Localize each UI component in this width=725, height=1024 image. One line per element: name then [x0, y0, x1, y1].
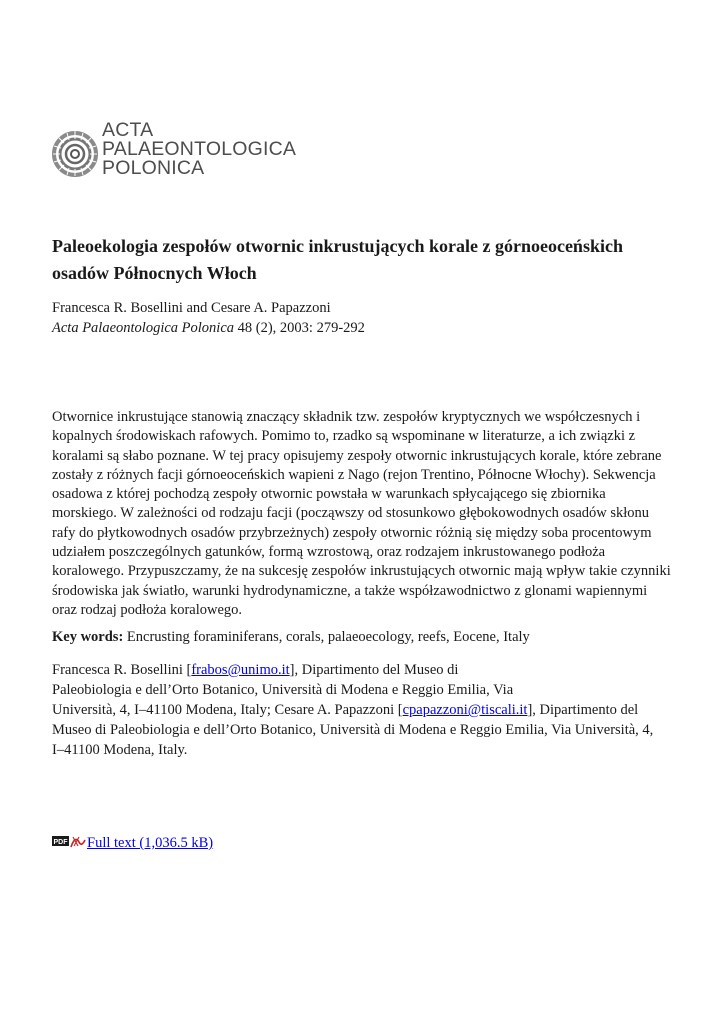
affiliation-line-1	[52, 660, 692, 680]
logo-line-acta: ACTA	[102, 119, 154, 141]
journal-volume-pages: 48 (2), 2003: 279-292	[234, 320, 365, 336]
logo-line-palaeontologica: PALAEONTOLOGICA	[102, 138, 297, 160]
full-text-download	[52, 833, 213, 853]
affiliation-text: ], Dipartimento del Museo di	[289, 662, 459, 678]
affiliation-text: ], Dipartimento del	[527, 702, 639, 718]
ammonite-logo-icon	[50, 127, 100, 177]
keywords	[52, 627, 674, 647]
article-authors: Francesca R. Bosellini and Cesare A. Papazzoni	[52, 300, 331, 316]
article-citation	[52, 318, 672, 338]
logo-line-polonica: POLONICA	[102, 157, 205, 179]
article-title: Paleoekologia zespołów otwornic inkrustujących korale z górnoeoceńskich osadów Północnych Włoch	[52, 236, 623, 283]
author-affiliations	[52, 660, 692, 760]
email-link-bosellini[interactable]: frabos@unimo.it	[191, 662, 290, 678]
email-link-papazzoni[interactable]: cpapazzoni@tiscali.it	[402, 702, 528, 718]
affiliation-line-4: Museo di Paleobiologia e dell’Orto Botanico, Università di Modena e Reggio Emilia, Via Università, 4,	[52, 722, 654, 738]
affiliation-line-3	[52, 700, 692, 720]
keywords-list: Encrusting foraminiferans, corals, palaeoecology, reefs, Eocene, Italy	[123, 629, 530, 645]
pdf-icon[interactable]	[52, 834, 86, 850]
full-text-link[interactable]: Full text (1,036.5 kB)	[87, 835, 214, 851]
journal-name: Acta Palaeontologica Polonica	[52, 320, 235, 336]
journal-logo	[50, 119, 297, 185]
journal-logo-text	[102, 121, 296, 178]
affiliation-text: Università, 4, I–41100 Modena, Italy; Cesare A. Papazzoni [	[52, 702, 403, 718]
affiliation-text: Francesca R. Bosellini [	[52, 662, 192, 678]
pdf-icon-label: PDF	[53, 839, 68, 846]
affiliation-line-5: I–41100 Modena, Italy.	[52, 742, 188, 758]
keywords-label: Key words:	[52, 629, 124, 645]
article-abstract: Otwornice inkrustujące stanowią znaczący składnik tzw. zespołów kryptycznych we współczesnych i kopalnych środowiskach rafowych. Pomimo to, rzadko są wspominane w literaturze, a ich związki z koralami są słabo poznane. W tej pracy opisujemy zespoły otwornic inkrustujących korale, które zebrane zostały z różnych facji górnoeoceńskich wapieni z Nago (rejon Trentino, Północne Włochy). Sekwencja osadowa z której pochodzą zespoły otwornic powstała w warunkach spłycającego się zbiornika morskiego. W zależności od rodzaju facji (począwszy od stosunkowo głębokowodnych osadów skłonu rafy do płytkowodnych osadów przybrzeżnych) zespoły otwornic różnią się między soba procentowym udziałem poszczególnych gatunków, formą wzrostową, oraz rodzajem inkrustowanego podłoża koralowego. Przypuszczamy, że na sukcesję zespołów inkrustujących otwornic mają wpływ takie czynniki środowiska jak światło, warunki hydrodynamiczne, a także współzawodnictwo z glonami wapiennymi oraz rodzaj podłoża koralowego.	[52, 409, 671, 618]
affiliation-line-2: Paleobiologia e dell’Orto Botanico, Università di Modena e Reggio Emilia, Via	[52, 682, 514, 698]
